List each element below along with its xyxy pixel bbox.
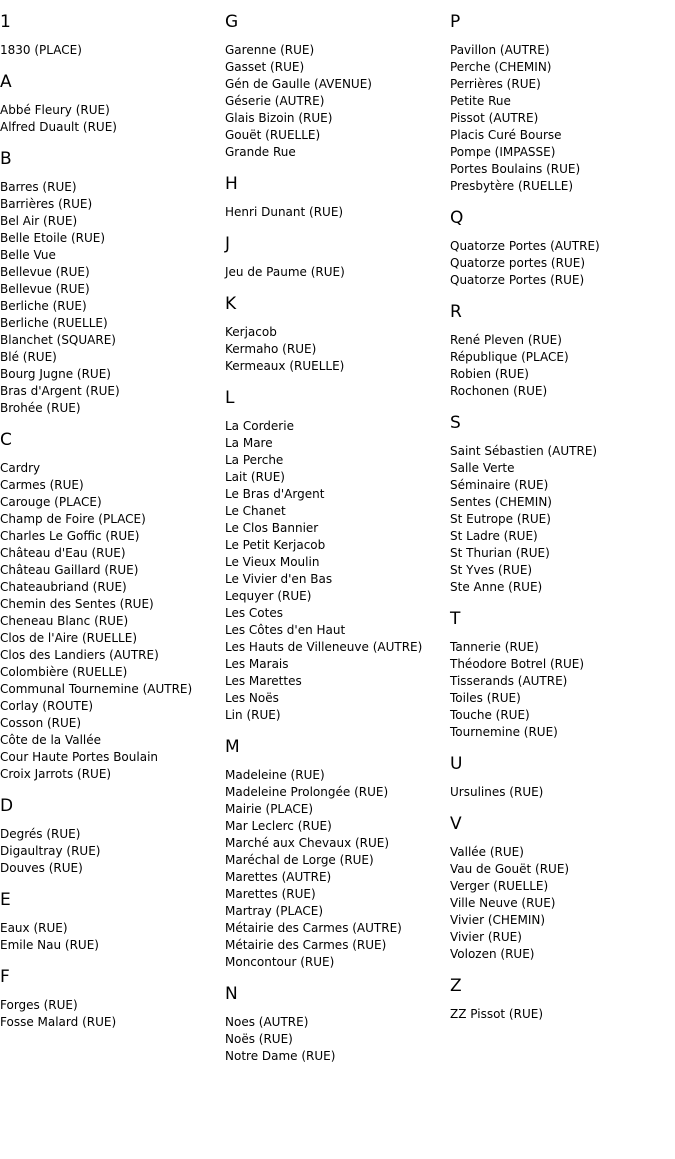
street-link[interactable]: Noës (RUE) [225,1032,293,1046]
section-letter-heading: B [0,149,12,169]
street-link[interactable]: Placis Curé Bourse [450,128,562,142]
street-link[interactable]: Ste Anne (RUE) [450,580,543,594]
street-link[interactable]: Vallée (RUE) [450,845,524,859]
street-link[interactable]: Champ de Foire (PLACE) [0,512,146,526]
street-link[interactable]: Kerjacob [225,325,277,339]
street-link[interactable]: Notre Dame (RUE) [225,1049,336,1063]
street-link[interactable]: Barres (RUE) [0,180,77,194]
street-link[interactable]: Abbé Fleury (RUE) [0,103,110,117]
street-link[interactable]: Fosse Malard (RUE) [0,1015,117,1029]
street-link[interactable]: Chemin des Sentes (RUE) [0,597,154,611]
section-letter-heading: L [225,388,235,408]
street-link[interactable]: Cheneau Blanc (RUE) [0,614,129,628]
street-link[interactable]: Madeleine Prolongée (RUE) [225,785,389,799]
street-link[interactable]: Tannerie (RUE) [450,640,539,654]
street-link[interactable]: Les Hauts de Villeneuve (AUTRE) [225,640,423,654]
street-link[interactable]: Glais Bizoin (RUE) [225,111,333,125]
street-link[interactable]: Bras d'Argent (RUE) [0,384,120,398]
street-link[interactable]: Eaux (RUE) [0,921,68,935]
letter-section [450,413,675,596]
street-link[interactable]: Château d'Eau (RUE) [0,546,126,560]
street-link[interactable]: Pissot (AUTRE) [450,111,539,125]
street-link[interactable]: Clos de l'Aire (RUELLE) [0,631,137,645]
street-link[interactable]: Métairie des Carmes (RUE) [225,938,387,952]
street-link[interactable]: Carouge (PLACE) [0,495,102,509]
street-link[interactable]: Marettes (RUE) [225,887,316,901]
street-link[interactable]: St Thurian (RUE) [450,546,550,560]
letter-section [0,796,225,877]
street-link[interactable]: Volozen (RUE) [450,947,535,961]
section-letter-heading: A [0,72,12,92]
street-link[interactable]: Gén de Gaulle (AVENUE) [225,77,372,91]
street-link[interactable]: Garenne (RUE) [225,43,315,57]
street-link[interactable]: Quatorze portes (RUE) [450,256,585,270]
street-link[interactable]: Jeu de Paume (RUE) [225,265,345,279]
street-link[interactable]: Charles Le Goffic (RUE) [0,529,140,543]
street-link[interactable]: Perche (CHEMIN) [450,60,552,74]
street-link[interactable]: Saint Sébastien (AUTRE) [450,444,598,458]
street-link[interactable]: Kermeaux (RUELLE) [225,359,345,373]
street-link[interactable]: La Perche [225,453,284,467]
street-link[interactable]: Lequyer (RUE) [225,589,312,603]
street-link[interactable]: Marché aux Chevaux (RUE) [225,836,390,850]
section-letter-heading: M [225,737,240,757]
letter-section [450,609,675,741]
index-column [0,0,225,1044]
letter-section [225,174,450,221]
street-link[interactable]: St Eutrope (RUE) [450,512,551,526]
street-link[interactable]: Berliche (RUELLE) [0,316,108,330]
street-link[interactable]: Vivier (RUE) [450,930,522,944]
street-link[interactable]: Berliche (RUE) [0,299,87,313]
street-link[interactable]: Maréchal de Lorge (RUE) [225,853,374,867]
street-link[interactable]: Marettes (AUTRE) [225,870,332,884]
section-letter-heading: U [450,754,463,774]
street-link[interactable]: Pompe (IMPASSE) [450,145,556,159]
section-letter-heading: F [0,967,10,987]
street-link[interactable]: La Corderie [225,419,294,433]
street-link[interactable]: République (PLACE) [450,350,569,364]
street-link[interactable]: Le Vivier d'en Bas [225,572,333,586]
street-link[interactable]: Lait (RUE) [225,470,285,484]
letter-section [0,149,225,417]
street-link[interactable]: Les Marais [225,657,289,671]
section-letter-heading: D [0,796,14,816]
street-link[interactable]: Madeleine (RUE) [225,768,325,782]
street-link[interactable]: Henri Dunant (RUE) [225,205,344,219]
street-link[interactable]: ZZ Pissot (RUE) [450,1007,543,1021]
section-letter-heading: 1 [0,12,11,32]
street-link[interactable]: Bourg Jugne (RUE) [0,367,111,381]
street-link[interactable]: Les Côtes d'en Haut [225,623,346,637]
street-link[interactable]: Kermaho (RUE) [225,342,317,356]
street-link[interactable]: Brohée (RUE) [0,401,81,415]
letter-section [0,72,225,136]
street-link[interactable]: Gasset (RUE) [225,60,305,74]
letter-section [225,12,450,161]
street-link[interactable]: Corlay (ROUTE) [0,699,94,713]
street-link[interactable]: Bellevue (RUE) [0,265,90,279]
street-link[interactable]: Côte de la Vallée [0,733,102,747]
street-link[interactable]: Mairie (PLACE) [225,802,314,816]
street-link[interactable]: Forges (RUE) [0,998,78,1012]
letter-section [0,430,225,783]
section-letter-heading: C [0,430,12,450]
street-link[interactable]: Tournemine (RUE) [450,725,558,739]
index-column [225,0,450,1078]
street-link[interactable]: Presbytère (RUELLE) [450,179,574,193]
street-link[interactable]: Vau de Gouët (RUE) [450,862,570,876]
street-link[interactable]: Perrières (RUE) [450,77,541,91]
street-link[interactable]: Le Bras d'Argent [225,487,325,501]
street-link[interactable]: La Mare [225,436,273,450]
section-letter-heading: P [450,12,461,32]
street-link[interactable]: Barrières (RUE) [0,197,93,211]
street-link[interactable]: Robien (RUE) [450,367,529,381]
street-link[interactable]: Croix Jarrots (RUE) [0,767,112,781]
street-link[interactable]: Belle Etoile (RUE) [0,231,106,245]
street-link[interactable]: Mar Leclerc (RUE) [225,819,332,833]
street-link[interactable]: Clos des Landiers (AUTRE) [0,648,159,662]
street-link[interactable]: Cosson (RUE) [0,716,82,730]
street-link[interactable]: Ursulines (RUE) [450,785,544,799]
letter-section [450,302,675,400]
section-letter-heading: G [225,12,239,32]
letter-section [225,388,450,724]
street-link[interactable]: Martray (PLACE) [225,904,324,918]
street-link[interactable]: Moncontour (RUE) [225,955,335,969]
street-link[interactable]: Géserie (AUTRE) [225,94,325,108]
street-link[interactable]: Alfred Duault (RUE) [0,120,117,134]
street-link[interactable]: Cardry [0,461,41,475]
street-link[interactable]: Emile Nau (RUE) [0,938,99,952]
street-link[interactable]: Toiles (RUE) [450,691,521,705]
section-letter-heading: Z [450,976,462,996]
street-link[interactable]: Bel Air (RUE) [0,214,78,228]
index-column [450,0,675,1036]
street-link[interactable]: Bellevue (RUE) [0,282,90,296]
street-link[interactable]: Le Vieux Moulin [225,555,320,569]
street-link[interactable]: 1830 (PLACE) [0,43,82,57]
street-link[interactable]: St Ladre (RUE) [450,529,538,543]
street-link[interactable]: Douves (RUE) [0,861,83,875]
section-letter-heading: V [450,814,462,834]
street-link[interactable]: Sentes (CHEMIN) [450,495,552,509]
letter-section [450,754,675,801]
street-link[interactable]: Rochonen (RUE) [450,384,548,398]
section-letter-heading: K [225,294,237,314]
street-link[interactable]: Quatorze Portes (AUTRE) [450,239,600,253]
letter-section [450,814,675,963]
street-link[interactable]: Lin (RUE) [225,708,281,722]
street-link[interactable]: Blanchet (SQUARE) [0,333,116,347]
street-link[interactable]: Tisserands (AUTRE) [450,674,568,688]
street-link[interactable]: Petite Rue [450,94,511,108]
street-link[interactable]: Blé (RUE) [0,350,57,364]
section-letter-heading: J [225,234,231,254]
street-link[interactable]: Communal Tournemine (AUTRE) [0,682,193,696]
street-link[interactable]: Salle Verte [450,461,515,475]
section-letter-heading: Q [450,208,464,228]
letter-section [225,984,450,1065]
street-link[interactable]: Digaultray (RUE) [0,844,101,858]
street-link[interactable]: Verger (RUELLE) [450,879,549,893]
street-link[interactable]: St Yves (RUE) [450,563,533,577]
street-link[interactable]: Gouët (RUELLE) [225,128,321,142]
letter-section [0,890,225,954]
section-letter-heading: T [450,609,461,629]
letter-section [225,294,450,375]
letter-section [225,234,450,281]
street-link[interactable]: Les Cotes [225,606,283,620]
street-link[interactable]: Touche (RUE) [450,708,530,722]
street-link[interactable]: Le Petit Kerjacob [225,538,326,552]
letter-section [0,12,225,59]
street-link[interactable]: René Pleven (RUE) [450,333,562,347]
street-link[interactable]: Carmes (RUE) [0,478,84,492]
letter-section [450,12,675,195]
street-link[interactable]: Les Marettes [225,674,302,688]
section-letter-heading: S [450,413,461,433]
street-link[interactable]: Degrés (RUE) [0,827,81,841]
street-link[interactable]: Ville Neuve (RUE) [450,896,556,910]
street-link[interactable]: Vivier (CHEMIN) [450,913,546,927]
section-letter-heading: N [225,984,238,1004]
letter-section [450,976,675,1023]
street-link[interactable]: Pavillon (AUTRE) [450,43,550,57]
street-link[interactable]: Séminaire (RUE) [450,478,549,492]
letter-section [450,208,675,289]
section-letter-heading: R [450,302,462,322]
street-link[interactable]: Le Chanet [225,504,286,518]
street-link[interactable]: Chateaubriand (RUE) [0,580,127,594]
street-link[interactable]: Théodore Botrel (RUE) [450,657,585,671]
street-link[interactable]: Quatorze Portes (RUE) [450,273,585,287]
street-link[interactable]: Colombière (RUELLE) [0,665,128,679]
street-link[interactable]: Belle Vue [0,248,56,262]
street-link[interactable]: Château Gaillard (RUE) [0,563,139,577]
letter-section [225,737,450,971]
street-link[interactable]: Les Noës [225,691,279,705]
section-letter-heading: E [0,890,11,910]
letter-section [0,967,225,1031]
street-link[interactable]: Noes (AUTRE) [225,1015,309,1029]
street-link[interactable]: Métairie des Carmes (AUTRE) [225,921,402,935]
section-letter-heading: H [225,174,238,194]
street-link[interactable]: Grande Rue [225,145,296,159]
street-link[interactable]: Cour Haute Portes Boulain [0,750,159,764]
street-link[interactable]: Le Clos Bannier [225,521,319,535]
street-link[interactable]: Portes Boulains (RUE) [450,162,581,176]
